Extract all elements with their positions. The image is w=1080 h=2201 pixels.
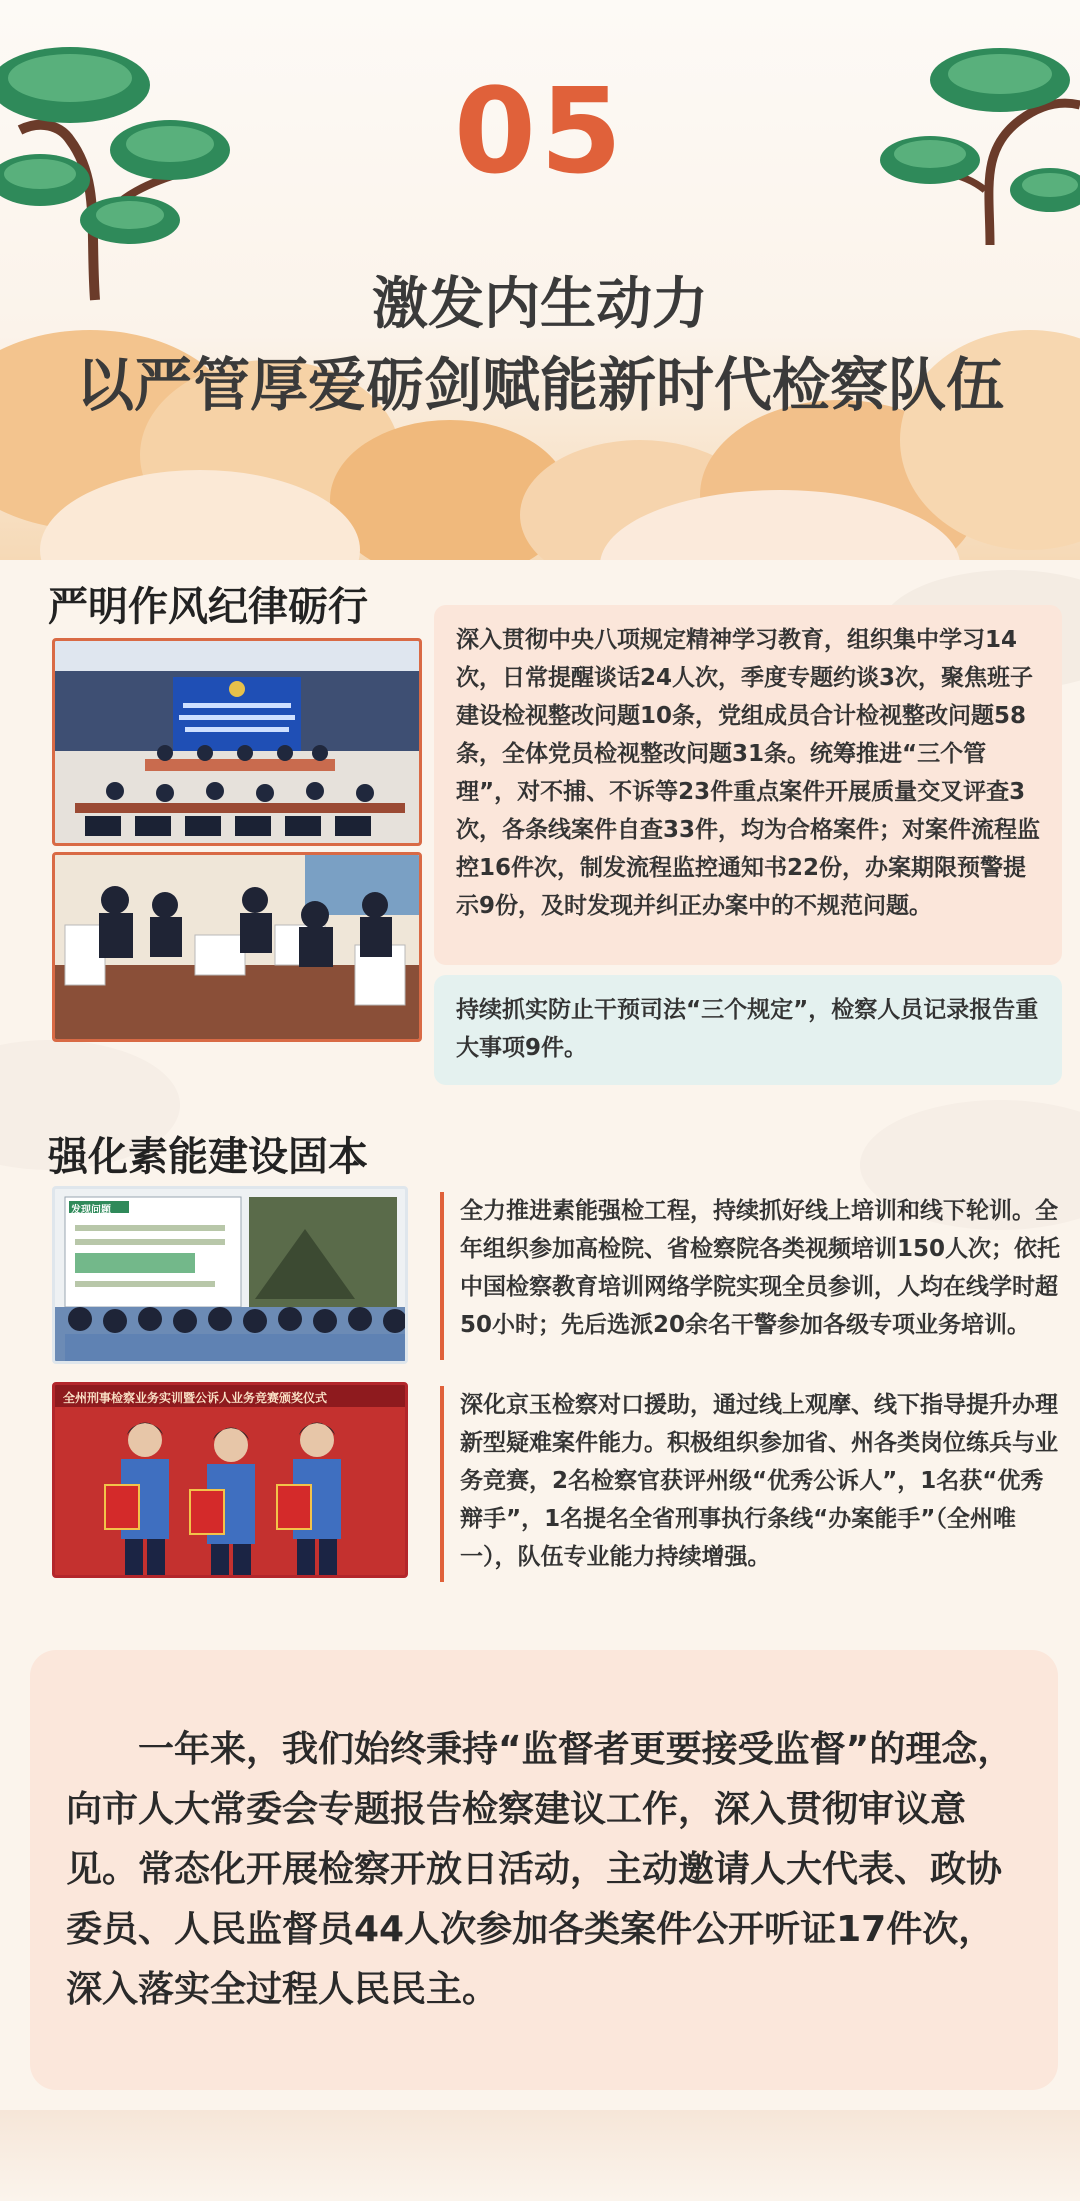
footer-band <box>0 2110 1080 2201</box>
capability-paragraph-2: 深化京玉检察对口援助，通过线上观摩、线下指导提升办理新型疑难案件能力。积极组织参加省、州各类岗位练兵与业务竞赛，2名检察官获评州级“优秀公诉人”，1名获“优秀辩手”，1名提名全省刑事执行条线“办案能手”（全州唯一），队伍专业能力持续增强。 <box>440 1386 1062 1582</box>
summary-card <box>30 1650 1058 2090</box>
discipline-paragraph-1: 深入贯彻中央八项规定精神学习教育，组织集中学习14次，日常提醒谈话24人次，季度专题约谈3次，聚焦班子建设检视整改问题10条，党组成员合计检视整改问题58条，全体党员检视整改问题31条。统筹推进“三个管理”，对不捕、不诉等23件重点案件开展质量交叉评查3次，各条线案件自查33件，均为合格案件；对案件流程监控16件次，制发流程监控通知书22份，办案期限预警提示9份，及时发现并纠正办案中的不规范问题。 <box>434 605 1062 965</box>
header-banner <box>0 0 1080 560</box>
section-number: 05 <box>453 62 627 200</box>
page-title-line2: 以严管厚爱砺剑赋能新时代检察队伍 <box>75 351 1004 419</box>
screen-caption: 发现问题 <box>71 1205 111 1216</box>
meeting-photo <box>52 638 422 846</box>
case-review-photo <box>52 852 422 1042</box>
capability-paragraph-1: 全力推进素能强检工程，持续抓好线上培训和线下轮训。全年组织参加高检院、省检察院各类视频培训150人次；依托中国检察教育培训网络学院实现全员参训，人均在线学时超50小时；先后选派20余名干警参加各级专项业务培训。 <box>440 1192 1062 1360</box>
page-title-line1: 激发内生动力 <box>372 272 708 337</box>
section-title-capability: 强化素能建设固本 <box>48 1134 368 1180</box>
award-ceremony-photo <box>52 1382 408 1578</box>
banner-caption: 全州刑事检察业务实训暨公诉人业务竞赛颁奖仪式 <box>63 1391 328 1405</box>
summary-text: 一年来，我们始终秉持“监督者更要接受监督”的理念，向市人大常委会专题报告检察建议工作，深入贯彻审议意见。常态化开展检察开放日活动，主动邀请人大代表、政协委员、人民监督员44人次参加各类案件公开听证17件次，深入落实全过程人民民主。 <box>66 1729 1014 2010</box>
discipline-paragraph-2: 持续抓实防止干预司法“三个规定”，检察人员记录报告重大事项9件。 <box>434 975 1062 1085</box>
section-title-discipline: 严明作风纪律砺行 <box>48 584 368 630</box>
training-photo <box>52 1186 408 1364</box>
